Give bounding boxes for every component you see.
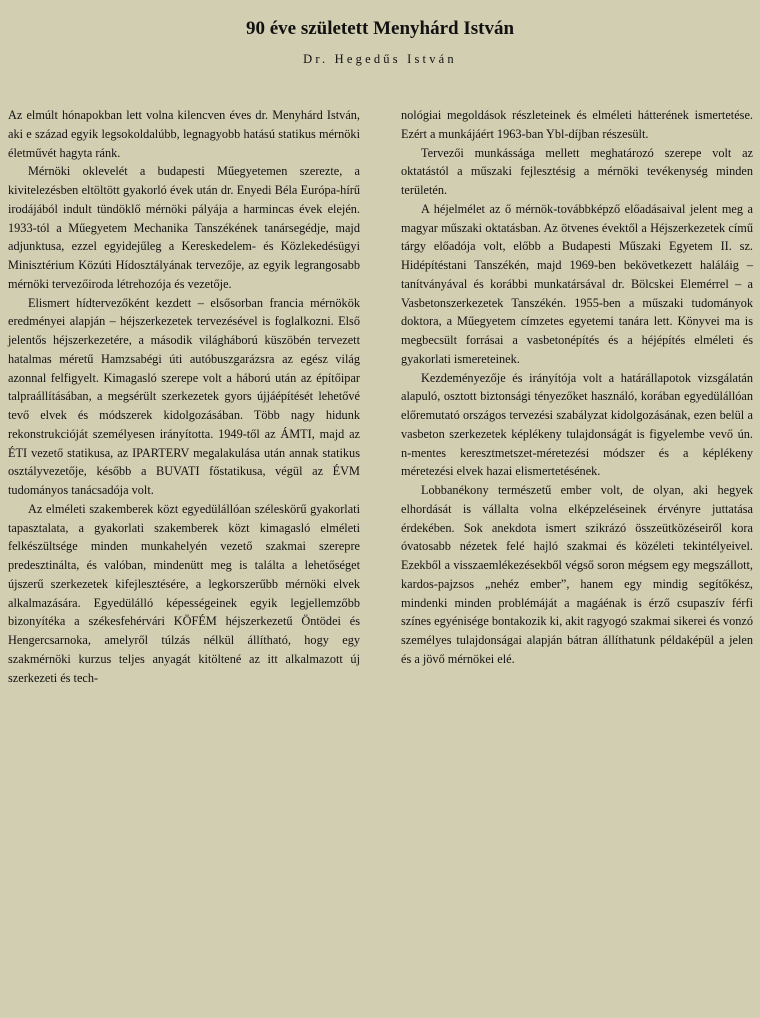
- paragraph: Tervezői munkássága mellett meghatározó szerepe volt az oktatástól a műszaki fejlesztésig a mérnöki tevékenység minden területén.: [401, 145, 753, 197]
- paragraph: Lobbanékony természetű ember volt, de olyan, aki hegyek elhordását is vállalta volna elképzeléseinek érvényre juttatása érdekében. Sok anekdota ismert szikrázó összeütközéseiről kora óvatosabb nézetek felé hajló szakmai és közéleti tekintélyeivel. Ezekből a visszaemlékezésekből végső soron mégsem egy megszállott, kardos-pajzsos „nehéz ember”, hanem egy mindig segítőkész, mindenki minden problémáját a magáénak is érző csupaszív férfi színes egyénisége bontakozik ki, akit ragyogó szakmai sikerei és vonzó személyes tulajdonságai alapján bátran állíthatunk példaképül a jelen és a jövő mérnökei elé.: [401, 483, 753, 666]
- paragraph: Mérnöki oklevelét a budapesti Műegyetemen szerezte, a kivitelezésben eltöltött gyakorló évek után dr. Enyedi Béla Európa-hírű irodájából indult tündöklő mérnöki pályája a harmincas évek elején. 1933-tól a Műegyetem Mechanika Tanszékének tanársegédje, majd adjunktusa, ezzel egyidejűleg a Kereskedelem- és Közlekedésügyi Minisztérium Közúti Hídosztályának tervezője, az egyik legrangosabb mérnöki tervezőiroda létrehozója és vezetője.: [8, 164, 360, 291]
- paragraph: nológiai megoldások részleteinek és elméleti hátterének ismertetése. Ezért a munkájáért 1963-ban Ybl-díjban részesült.: [401, 108, 753, 141]
- left-column: [8, 106, 360, 687]
- right-column: [401, 106, 753, 669]
- paragraph: A héjelmélet az ő mérnök-továbbképző előadásaival jelent meg a magyar műszaki oktatásban. Az ötvenes évektől a Héjszerkezetek című tárgy előadója volt, előbb a Budapesti Műszaki Egyetem II. sz. Hidépítéstani Tanszékén, majd 1969-ben bekövetkezett haláláig – tanítványával és korábbi munkatársával dr. Bölcskei Elemérrel – a Vasbetonszerkezetek Tanszékén. 1955-ben a műszaki tudományok doktora, a Műegyetem címzetes egyetemi tanára lett. Könyvei ma is megbecsült forrásai a vasbetonépítés és a héjépítés elméleti és gyakorlati ismereteinek.: [401, 201, 753, 366]
- paragraph: Kezdeményezője és irányítója volt a határállapotok vizsgálatán alapuló, osztott biztonsági tényezőket használó, korában egyedülállóan előremutató országos tervezési szabályzat kidolgozásának, ezen belül a vasbeton szerkezetek képlékeny tulajdonságát is figyelembe vevő ún. n-mentes keresztmetszet-méretezési módszer és a képlékeny méretezési elvek hazai elismertetésének.: [401, 370, 753, 479]
- article-title: 90 éve született Menyhárd István: [245, 18, 515, 39]
- paragraph: Az elméleti szakemberek közt egyedülállóan széleskörű gyakorlati tapasztalata, a gyakorlati szakemberek közt kimagasló elméleti felkészültsége minden munkahelyén vezető szakmai szerepre predesztinálta, és valóban, mindenütt meg is találta a lehetőséget újszerű szerkezetek kifejlesztésére, a legkorszerűbb mérnöki elvek alkalmazására. Egyedülálló képességeinek egyik legjellemzőbb bizonyítéka a székesfehérvári KÖFÉM héjszerkezetű Öntödei és Hengercsarnoka, amelyről túlzás nélkül állítható, hogy egy szakmérnöki kurzus teljes anyagát kitöltené az itt alkalmazott új szerkezeti és tech-: [8, 501, 360, 685]
- paragraph: Elismert hídtervezőként kezdett – elsősorban francia mérnökök eredményei alapján – héjszerkezetek tervezésével is foglalkozni. Első jelentős héjszerkezetére, a második világháború küszöbén tervezett hatalmas méretű Hamzsabégi úti autóbuszgarázsra az egész világ azonnal felfigyelt. Kimagasló szerepe volt a háború után az építőipar talpraállításában, a megsérült szerkezetek gyors újjáépítését lehetővé tevő elvek és módszerek kidolgozásában. Több nagy hidunk rekonstrukcióját személyesen irányította. 1949-től az ÁMTI, majd az ÉTI vezető statikusa, az IPARTERV megalakulása után annak statikus osztályvezetője, később a BUVATI főstatikusa, végül az ÉVM tudományos tanácsadója volt.: [8, 295, 360, 497]
- article-author: Dr. Hegedűs István: [303, 52, 457, 66]
- paragraph: Az elmúlt hónapokban lett volna kilencven éves dr. Menyhárd István, aki e század egyik legsokoldalúbb, legnagyobb hatású statikus mérnöki életművét hagyta ránk.: [8, 108, 360, 160]
